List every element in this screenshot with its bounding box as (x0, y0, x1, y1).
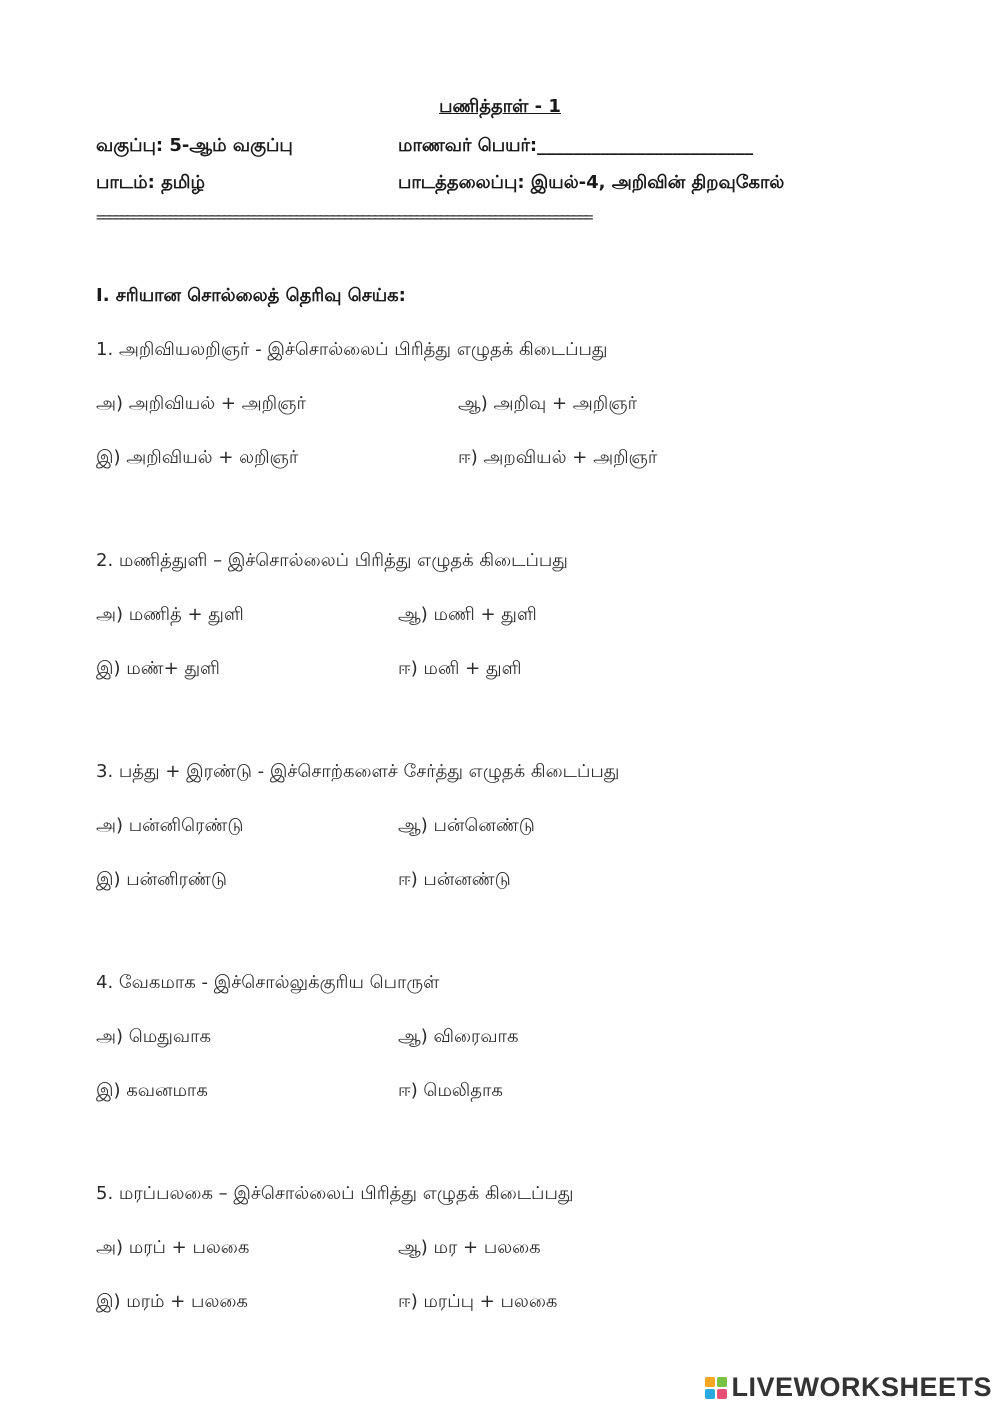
divider-line: ================================================================================== (96, 208, 591, 226)
q5-option-aa: ஆ) மர + பலகை (398, 1237, 541, 1258)
q2-option-a: அ) மணித் + துளி (96, 604, 244, 625)
lesson-label: பாடத்தலைப்பு: இயல்-4, அறிவின் திறவுகோல் (398, 172, 785, 193)
logo-tile (717, 1377, 727, 1387)
question-4: 4. வேகமாக - இச்சொல்லுக்குரிய பொருள் (96, 972, 440, 993)
class-label: வகுப்பு: 5-ஆம் வகுப்பு (96, 135, 293, 156)
q1-option-aa: ஆ) அறிவு + அறிஞர் (458, 393, 637, 414)
q2-option-ii: ஈ) மனி + துளி (398, 658, 522, 679)
q5-option-ii: ஈ) மரப்பு + பலகை (398, 1291, 558, 1312)
q4-option-a: அ) மெதுவாக (96, 1026, 211, 1047)
question-2: 2. மணித்துளி – இச்சொல்லைப் பிரித்து எழுதக் கிடைப்பது (96, 550, 568, 571)
liveworksheets-logo (705, 1372, 992, 1403)
q4-option-aa: ஆ) விரைவாக (398, 1026, 519, 1047)
q3-option-ii: ஈ) பன்னண்டு (398, 869, 511, 890)
q4-option-i: இ) கவனமாக (96, 1080, 208, 1101)
q1-option-ii: ஈ) அறவியல் + அறிஞர் (458, 447, 658, 468)
q1-option-a: அ) அறிவியல் + அறிஞர் (96, 393, 306, 414)
subject-label: பாடம்: தமிழ் (96, 172, 206, 193)
liveworksheets-logo-icon (705, 1377, 727, 1399)
logo-tile (705, 1389, 715, 1399)
q3-option-a: அ) பன்னிரெண்டு (96, 815, 244, 836)
q4-option-ii: ஈ) மெலிதாக (398, 1080, 503, 1101)
q5-option-a: அ) மரப் + பலகை (96, 1237, 250, 1258)
logo-text: LIVEWORKSHEETS (731, 1372, 992, 1402)
section-title: I. சரியான சொல்லைத் தெரிவு செய்க: (96, 285, 406, 306)
question-5: 5. மரப்பலகை – இச்சொல்லைப் பிரித்து எழுதக் கிடைப்பது (96, 1183, 574, 1204)
q2-option-aa: ஆ) மணி + துளி (398, 604, 537, 625)
question-3: 3. பத்து + இரண்டு - இச்சொற்களைச் சேர்த்து எழுதக் கிடைப்பது (96, 761, 620, 782)
logo-tile (705, 1377, 715, 1387)
worksheet-title: பணித்தாள் - 1 (439, 96, 561, 117)
q3-option-aa: ஆ) பன்னெண்டு (398, 815, 535, 836)
q3-option-i: இ) பன்னிரண்டு (96, 869, 227, 890)
q5-option-i: இ) மரம் + பலகை (96, 1291, 248, 1312)
question-1: 1. அறிவியலறிஞர் - இச்சொல்லைப் பிரித்து எழுதக் கிடைப்பது (96, 339, 608, 360)
student-name-field: மாணவர் பெயர்:________________________ (398, 135, 754, 156)
q1-option-i: இ) அறிவியல் + லறிஞர் (96, 447, 299, 468)
logo-tile (717, 1389, 727, 1399)
q2-option-i: இ) மண்+ துளி (96, 658, 220, 679)
